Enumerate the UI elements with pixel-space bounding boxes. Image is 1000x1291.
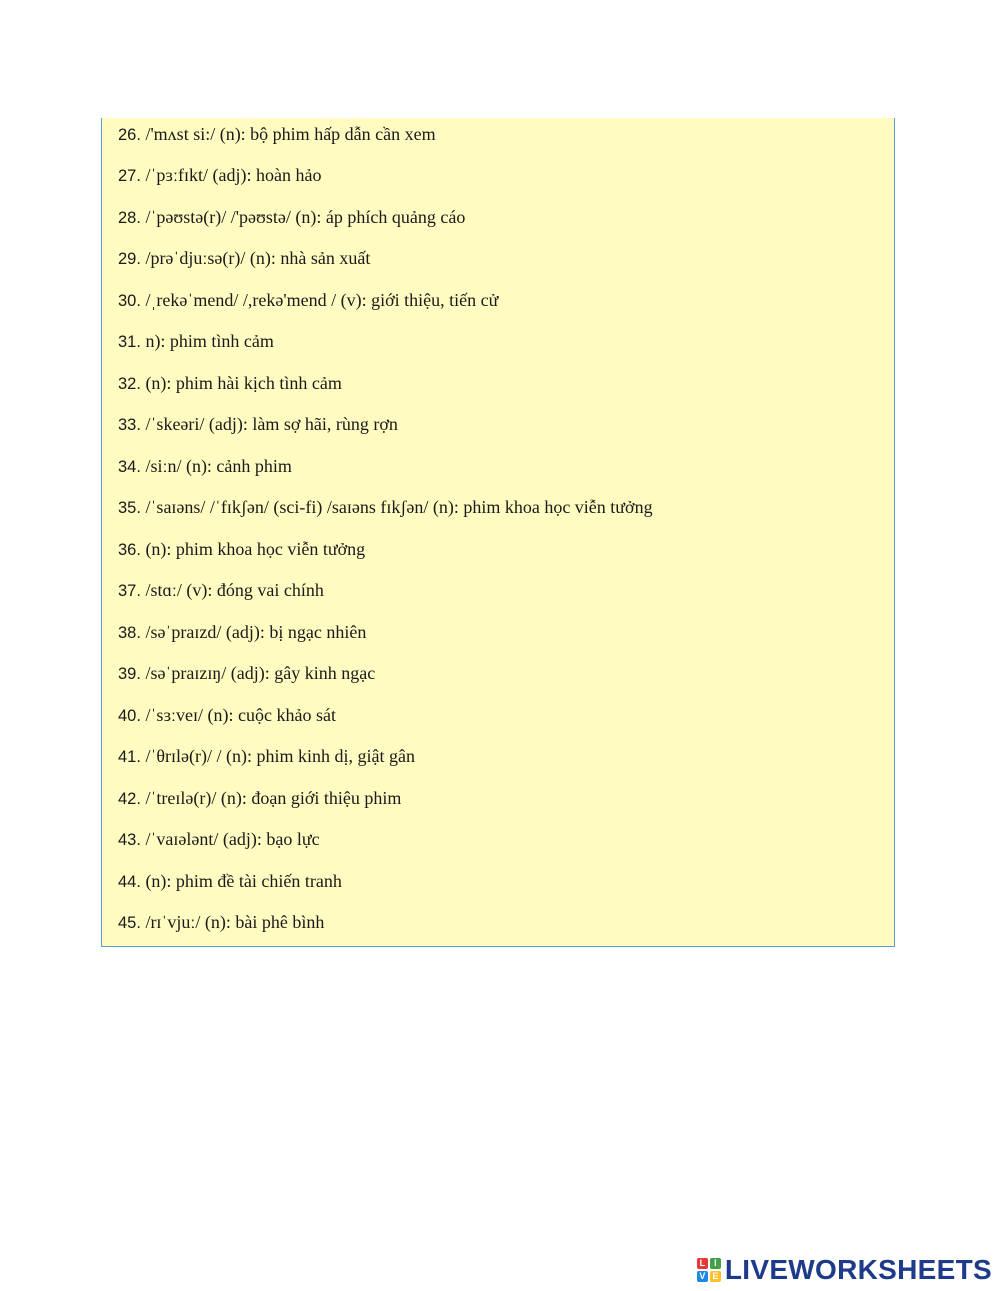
logo-square: L bbox=[697, 1258, 708, 1269]
vocab-item bbox=[118, 120, 436, 148]
item-number: 30. bbox=[118, 292, 141, 310]
item-number: 26. bbox=[118, 126, 141, 144]
vocab-item bbox=[118, 535, 365, 563]
vocab-item bbox=[118, 742, 415, 770]
vocab-item bbox=[118, 867, 342, 895]
item-text: /ˈpəʊstə(r)/ /'pəʊstə/ (n): áp phích quảng cáo bbox=[145, 207, 466, 227]
vocab-item bbox=[118, 784, 401, 812]
logo-square: E bbox=[710, 1271, 721, 1282]
item-text: /ˈpɜːfɪkt/ (adj): hoàn hảo bbox=[145, 165, 322, 185]
item-text: /ˈθrɪlə(r)/ / (n): phim kinh dị, giật gân bbox=[145, 746, 415, 766]
item-text: /rɪˈvjuː/ (n): bài phê bình bbox=[145, 912, 325, 932]
item-text: /siːn/ (n): cảnh phim bbox=[145, 456, 292, 476]
vocab-item bbox=[118, 825, 320, 853]
item-number: 43. bbox=[118, 831, 141, 849]
vocab-item bbox=[118, 576, 324, 604]
vocab-item bbox=[118, 203, 465, 231]
vocab-item bbox=[118, 908, 324, 936]
item-number: 28. bbox=[118, 209, 141, 227]
item-number: 29. bbox=[118, 250, 141, 268]
item-number: 36. bbox=[118, 541, 141, 559]
item-text: (n): phim hài kịch tình cảm bbox=[145, 373, 342, 393]
vocab-item bbox=[118, 452, 292, 480]
vocab-item bbox=[118, 161, 321, 189]
item-text: (n): phim khoa học viễn tưởng bbox=[145, 539, 366, 559]
item-number: 31. bbox=[118, 333, 141, 351]
item-number: 34. bbox=[118, 458, 141, 476]
item-number: 41. bbox=[118, 748, 141, 766]
vocab-item bbox=[118, 618, 366, 646]
vocab-item bbox=[118, 701, 336, 729]
item-text: /ˈvaɪələnt/ (adj): bạo lực bbox=[145, 829, 320, 849]
item-text: /ˈskeəri/ (adj): làm sợ hãi, rùng rợn bbox=[145, 414, 398, 434]
item-number: 39. bbox=[118, 665, 141, 683]
item-text: /stɑː/ (v): đóng vai chính bbox=[145, 580, 324, 600]
liveworksheets-logo[interactable] bbox=[697, 1252, 992, 1288]
item-number: 27. bbox=[118, 167, 141, 185]
logo-square: V bbox=[697, 1271, 708, 1282]
vocab-item bbox=[118, 327, 274, 355]
vocab-item bbox=[118, 493, 653, 521]
item-number: 44. bbox=[118, 873, 141, 891]
item-text: /ˈsaɪəns/ /ˈfɪkʃən/ (sci-fi) /saɪəns fɪkʃən/ (n): phim khoa học viễn tưởng bbox=[145, 497, 653, 517]
item-number: 38. bbox=[118, 624, 141, 642]
item-text: /ˌrekəˈmend/ /,rekə'mend / (v): giới thiệu, tiến cử bbox=[145, 290, 499, 310]
item-number: 33. bbox=[118, 416, 141, 434]
logo-mark-icon bbox=[697, 1258, 721, 1282]
vocab-item bbox=[118, 410, 398, 438]
item-number: 32. bbox=[118, 375, 141, 393]
item-number: 37. bbox=[118, 582, 141, 600]
logo-square: I bbox=[710, 1258, 721, 1269]
item-text: /ˈsɜːveɪ/ (n): cuộc khảo sát bbox=[145, 705, 336, 725]
item-number: 42. bbox=[118, 790, 141, 808]
item-text: n): phim tình cảm bbox=[145, 331, 274, 351]
vocab-item bbox=[118, 286, 498, 314]
vocab-item bbox=[118, 244, 370, 272]
item-text: (n): phim đề tài chiến tranh bbox=[145, 871, 342, 891]
vocabulary-box bbox=[101, 118, 895, 947]
vocab-item bbox=[118, 369, 342, 397]
item-text: /prəˈdjuːsə(r)/ (n): nhà sản xuất bbox=[145, 248, 371, 268]
vocab-item bbox=[118, 659, 375, 687]
item-text: /səˈpraɪzɪŋ/ (adj): gây kinh ngạc bbox=[145, 663, 376, 683]
item-text: /səˈpraɪzd/ (adj): bị ngạc nhiên bbox=[145, 622, 367, 642]
logo-wordmark: LIVEWORKSHEETS bbox=[724, 1254, 992, 1285]
item-number: 45. bbox=[118, 914, 141, 932]
item-number: 35. bbox=[118, 499, 141, 517]
item-text: /ˈtreɪlə(r)/ (n): đoạn giới thiệu phim bbox=[145, 788, 402, 808]
item-number: 40. bbox=[118, 707, 141, 725]
item-text: /'mʌst si:/ (n): bộ phim hấp dẫn cần xem bbox=[145, 124, 436, 144]
